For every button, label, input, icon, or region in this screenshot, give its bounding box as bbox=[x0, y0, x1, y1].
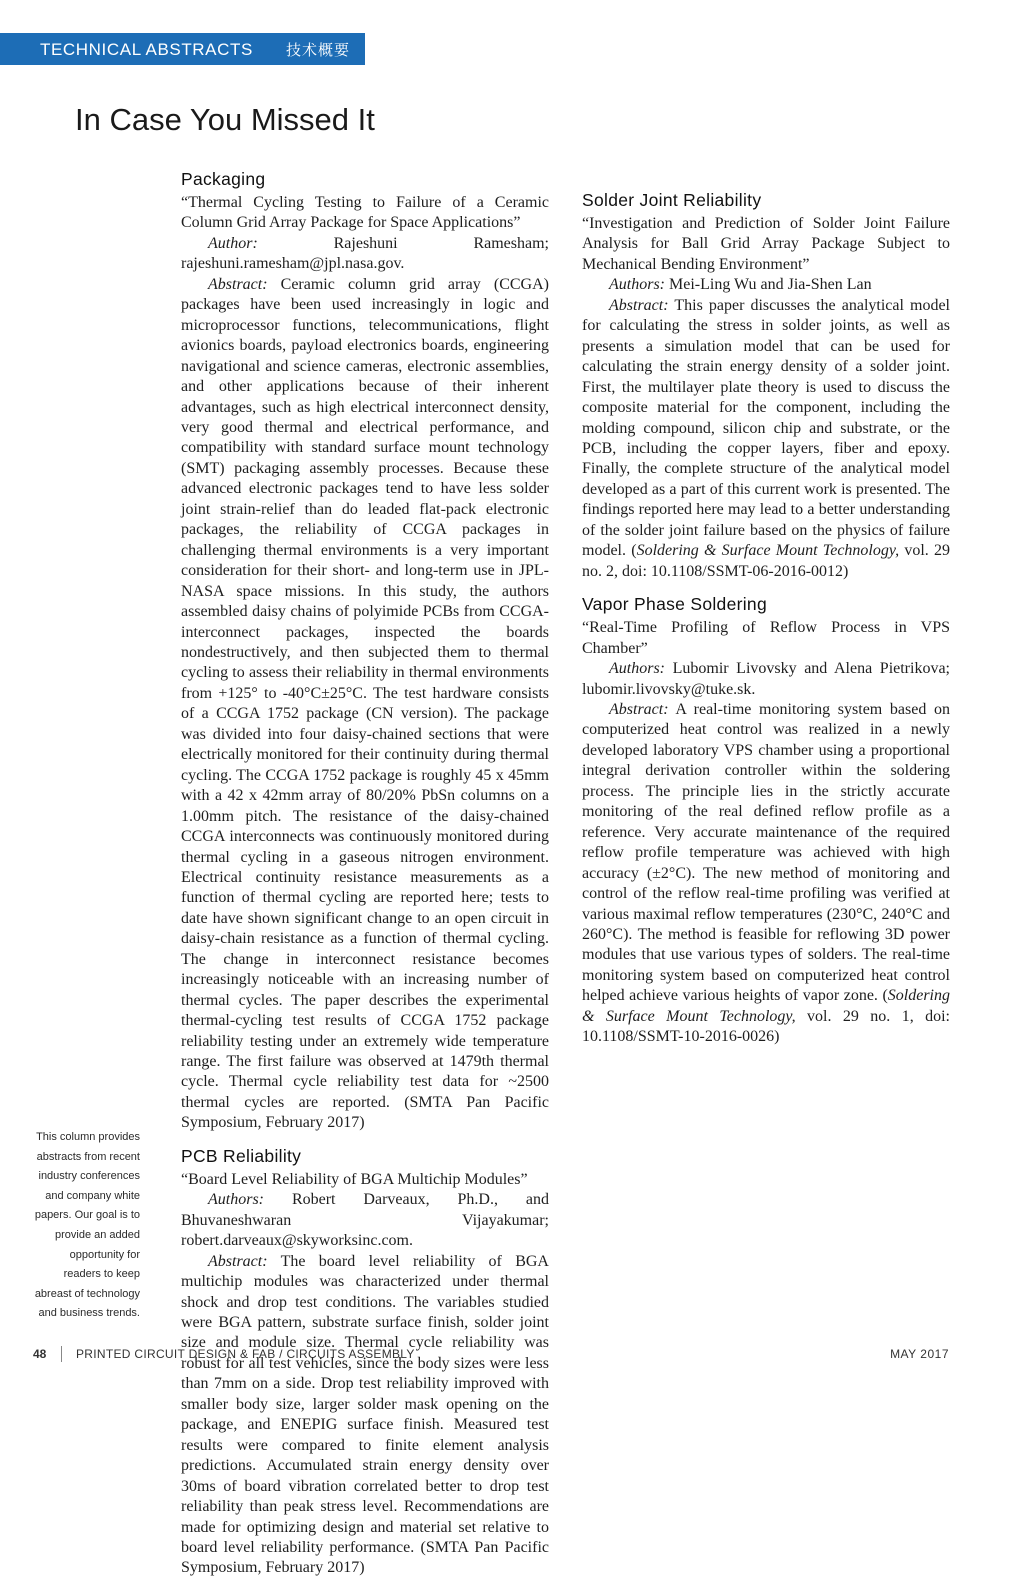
section-banner bbox=[0, 33, 365, 65]
article-abstract: Abstract: A real-time monitoring system based on computerized heat control was realized in a newly developed laboratory VPS chamber using a proportional integral derivation controller within the soldering process. The principle lies in the strictly accurate monitoring of the real defined reflow profile as a reference. Very accurate maintenance of the required reflow profile temperature was achieved with high accuracy (±2°C). The new method of monitoring and control of the reflow real-time profiling was verified at various maximal reflow temperatures (230°C, 240°C and 260°C). The method is feasible for reflowing 3D power modules that use various types of solders. The real-time monitoring system based on computerized heat control helped achieve various heights of vapor zone. (Soldering & Surface Mount Technology, vol. 29 no. 1, doi: 10.1108/SSMT-10-2016-0026) bbox=[582, 700, 951, 1046]
citation-journal: Soldering & Surface Mount Technology, bbox=[636, 542, 900, 560]
article-authors: Authors: Mei-Ling Wu and Jia-Shen Lan bbox=[609, 276, 872, 294]
article-title: “Thermal Cycling Testing to Failure of a Ceramic Column Grid Array Package for Space Applications” bbox=[181, 194, 549, 232]
article-authors: Author: Rajeshuni Ramesham; rajeshuni.ramesham@jpl.nasa.gov. bbox=[181, 234, 549, 273]
article-title: “Board Level Reliability of BGA Multichip Modules” bbox=[181, 1170, 528, 1188]
article-heading: Vapor Phase Soldering bbox=[582, 594, 767, 615]
authors-text: Robert Darveaux, Ph.D., and Bhuvaneshwaran Vijayakumar; robert.darveaux@skyworksinc.com. bbox=[181, 1191, 550, 1250]
section-label-cn: 技术概要 bbox=[286, 41, 351, 59]
citation-text: vol. 29 no. 2, doi: 10.1108/SSMT-06-2016-0012) bbox=[582, 542, 950, 580]
section-label: TECHNICAL ABSTRACTS bbox=[40, 40, 253, 59]
abstract-text: A real-time monitoring system based on computerized heat control was realized in a newly developed laboratory VPS chamber using a proportional integral derivation controller within the soldering process. The principle lies in the strictly accurate monitoring of the real defined reflow profile as a reference. Very accurate maintenance of the required reflow profile temperature was achieved with high accuracy (±2°C). The new method of monitoring and control of the reflow real-time profiling was verified at various maximal reflow temperatures (230°C, 240°C and 260°C). The method is feasible for reflowing 3D power modules that use various types of solders. The real-time monitoring system based on computerized heat control helped achieve various heights of vapor zone. ( bbox=[582, 700, 950, 1005]
page-title: In Case You Missed It bbox=[75, 102, 375, 137]
article-authors: Authors: Robert Darveaux, Ph.D., and Bhuvaneshwaran Vijayakumar; robert.darveaux@skyworksinc.com. bbox=[181, 1191, 550, 1250]
citation-journal: Soldering & Surface Mount Technology, bbox=[582, 987, 950, 1025]
page-number: 48 bbox=[33, 1347, 47, 1361]
abstract-text: The board level reliability of BGA multichip modules was characterized under thermal shock and drop test conditions. The variables studied were BGA pattern, substrate surface finish, solder joint size and module size. Thermal cycle reliability was robust for all test vehicles, since the body sizes were less than 7mm on a side. Drop test reliability improved with smaller body size, larger solder mask opening on the package, and ENEPIG surface finish. Measured test results were compared to finite element analysis predictions. Accumulated strain energy density over 30ms of board vibration correlated better to drop test reliability than peak stress level. Recommendations are made for optimizing design and material set relative to board level reliability performance. (SMTA Pan Pacific Symposium, February 2017) bbox=[181, 1252, 549, 1577]
article-abstract: Abstract: This paper discusses the analytical model for calculating the stress in solder joints, as well as presents a simulation model that can be used for calculating the strain energy density of a solder joint. First, the multilayer plate theory is used to discuss the composite material for the component, including the molding compound, silicon chip and substrate, or the PCB, including the copper layers, fiber and epoxy. Finally, the complete structure of the analytical model developed as a part of this current work is presented. The findings reported here may lead to a better understanding of the solder joint failure based on the physics of failure model. (Soldering & Surface Mount Technology, vol. 29 no. 2, doi: 10.1108/SSMT-06-2016-0012) bbox=[582, 296, 950, 580]
article-title: “Investigation and Prediction of Solder Joint Failure Analysis for Ball Grid Array Package Subject to Mechanical Bending Environment” bbox=[582, 215, 950, 273]
column-sidenote: This column provides abstracts from recent industry conferences and company white papers. Our goal is to provide an added opportunity for readers to keep abreast of technology and business trends. bbox=[34, 1131, 140, 1320]
column-left bbox=[181, 168, 549, 1579]
footer-divider bbox=[61, 1346, 62, 1362]
column-right bbox=[582, 178, 950, 1048]
abstract-text: Ceramic column grid array (CCGA) packages have been used increasingly in logic and microprocessor functions, telecommunications, flight avionics boards, payload electronics boards, engineering navigational and science cameras, electronic assemblies, and other applications because of their inherent advantages, such as high electrical interconnect density, very good thermal and electrical performance, and compatibility with standard surface mount technology (SMT) packaging assembly processes. Because these advanced electronic packages tend to have less solder joint strain-relief than do leaded flat-pack electronic packages, the reliability of CCGA packages in challenging thermal environments is a very important consideration for their short- and long-term use in JPL-NASA space missions. In this study, the authors assembled daisy chains of polyimide PCBs from CCGA-interconnect packages, inspected the boards nondestructively, and then subjected them to thermal cycling to assess their reliability in thermal environments from +125° to -40°C±25°C. The test hardware consists of a CCGA 1752 package (CN version). The package was divided into four daisy-chained sections that were electrically monitored for their continuity during thermal cycling. The CCGA 1752 package is roughly 45 x 45mm with a 42 x 42mm array of 80/20% PbSn columns on a 1.00mm pitch. The resistance of the daisy-chained CCGA interconnects was continuously monitored during thermal cycling in a gaseous nitrogen environment. Electrical continuity resistance measurements as a function of thermal cycling are reported here; tests to date have shown significant change to an open circuit in daisy-chain resistance as a function of thermal cycling. The change in interconnect resistance becomes increasingly noticeable with an increasing number of thermal cycles. The paper describes the experimental thermal-cycling test results of CCGA 1752 package reliability testing under an extremely wide temperature range. The first failure was observed at 1479th thermal cycle. Thermal cycle reliability test data for ~2500 thermal cycles are reported. (SMTA Pan Pacific Symposium, February 2017) bbox=[181, 275, 549, 1132]
publication-name: PRINTED CIRCUIT DESIGN & FAB / CIRCUITS ASSEMBLY bbox=[76, 1347, 415, 1361]
abstract-text: This paper discusses the analytical model for calculating the stress in solder joints, as well as presents a simulation model that can be used for calculating the strain energy density of a solder joint. First, the multilayer plate theory is used to discuss the composite material for the component, including the molding compound, silicon chip and substrate, or the PCB, including the copper layers, fiber and epoxy. Finally, the complete structure of the analytical model developed as a part of this current work is presented. The findings reported here may lead to a better understanding of the solder joint failure based on the physics of failure model. ( bbox=[582, 296, 950, 560]
issue-date: MAY 2017 bbox=[890, 1347, 949, 1361]
article-abstract: Abstract: The board level reliability of BGA multichip modules was characterized under thermal shock and drop test conditions. The variables studied were BGA pattern, substrate surface finish, solder joint size and module size. Thermal cycle reliability was robust for all test vehicles, since the body sizes were less than 7mm on a side. Drop test reliability improved with smaller body size, larger solder mask opening on the package, and ENEPIG surface finish. Measured test results were compared to finite element analysis predictions. Accumulated strain energy density over 30ms of board vibration correlated better to drop test reliability than peak stress level. Recommendations are made for optimizing design and material set relative to board level reliability performance. (SMTA Pan Pacific Symposium, February 2017) bbox=[181, 1252, 549, 1577]
article-heading: Solder Joint Reliability bbox=[582, 190, 762, 210]
authors-text: Mei-Ling Wu and Jia-Shen Lan bbox=[669, 276, 872, 294]
authors-text: Lubomir Livovsky and Alena Pietrikova; lubomir.livovsky@tuke.sk. bbox=[582, 660, 951, 698]
article-heading: Packaging bbox=[181, 169, 266, 189]
article-heading: PCB Reliability bbox=[181, 1145, 302, 1166]
page-footer bbox=[0, 1346, 1024, 1366]
article-title: “Real-Time Profiling of Reflow Process in VPS Chamber” bbox=[582, 619, 950, 657]
authors-text: Rajeshuni Ramesham; rajeshuni.ramesham@jpl.nasa.gov. bbox=[181, 234, 549, 273]
article-abstract: Abstract: Ceramic column grid array (CCGA) packages have been used increasingly in logic and microprocessor functions, telecommunications, flight avionics boards, payload electronics boards, engineering navigational and science cameras, electronic assemblies, and other applications because of their inherent advantages, such as high electrical interconnect density, very good thermal and electrical performance, and compatibility with standard surface mount technology (SMT) packaging assembly processes. Because these advanced electronic packages tend to have less solder joint strain-relief than do leaded flat-pack electronic packages, the reliability of CCGA packages in challenging thermal environments is a very important consideration for their short- and long-term use in JPL-NASA space missions. In this study, the authors assembled daisy chains of polyimide PCBs from CCGA-interconnect packages, inspected the boards nondestructively, and then subjected them to thermal cycling to assess their reliability in thermal environments from +125° to -40°C±25°C. The test hardware consists of a CCGA 1752 package (CN version). The package was divided into four daisy-chained sections that were electrically monitored for their continuity during thermal cycling. The CCGA 1752 package is roughly 45 x 45mm with a 42 x 42mm array of 80/20% PbSn columns on a 1.00mm pitch. The resistance of the daisy-chained CCGA interconnects was continuously monitored during thermal cycling in a gaseous nitrogen environment. Electrical continuity resistance measurements as a function of thermal cycling are reported here; tests to date have shown significant change to an open circuit in daisy-chain resistance as a function of thermal cycling. The change in interconnect resistance becomes increasingly noticeable with an increasing number of thermal cycles. The paper describes the experimental thermal-cycling test results of CCGA 1752 package reliability testing under an extremely wide temperature range. The first failure was observed at 1479th thermal cycle. Thermal cycle reliability test data for ~2500 thermal cycles are reported. (SMTA Pan Pacific Symposium, February 2017) bbox=[181, 275, 549, 1132]
citation-text: vol. 29 no. 1, doi: 10.1108/SSMT-10-2016-0026) bbox=[582, 1007, 951, 1046]
article-authors: Authors: Lubomir Livovsky and Alena Pietrikova; lubomir.livovsky@tuke.sk. bbox=[582, 660, 951, 698]
